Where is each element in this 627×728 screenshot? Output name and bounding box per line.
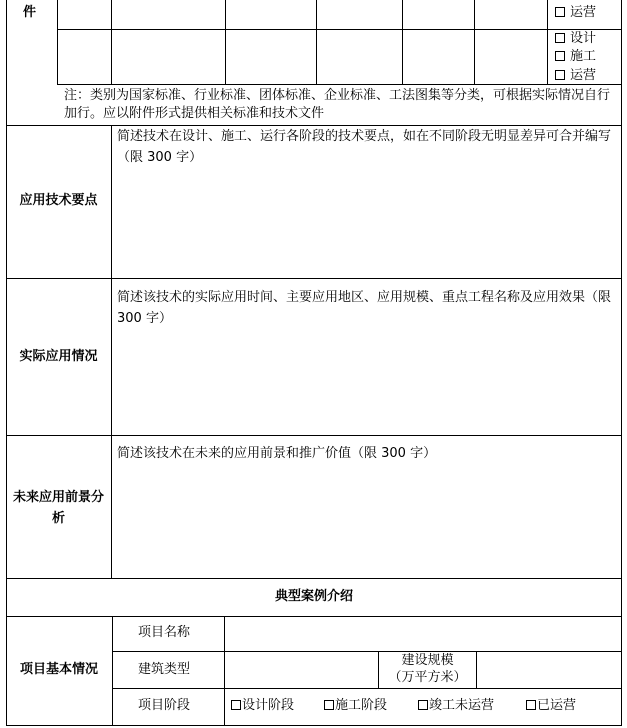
label-column-divider — [57, 0, 58, 84]
grid-col — [225, 0, 226, 84]
checkbox-icon[interactable] — [555, 70, 565, 80]
section-hint-future[interactable]: 简述该技术在未来的应用前景和推广价值（限 300 字） — [117, 446, 437, 461]
row-line — [112, 688, 622, 689]
building-scale-label: 建设规模 — [401, 653, 454, 668]
row-line — [6, 278, 622, 279]
row-line — [57, 84, 622, 85]
case-section-title: 典型案例介绍 — [274, 589, 353, 604]
checkbox-icon[interactable] — [526, 700, 536, 710]
project-stage-design[interactable]: 设计阶段 — [231, 697, 294, 715]
outer-border-right — [621, 0, 622, 726]
stage-option-construction[interactable]: 施工 — [555, 48, 596, 66]
checkbox-icon[interactable] — [418, 700, 428, 710]
project-info-label: 项目基本情况 — [19, 662, 98, 677]
grid-col — [402, 0, 403, 84]
grid-col — [474, 0, 475, 84]
stage-option-design[interactable]: 设计 — [555, 30, 596, 48]
row-line — [6, 616, 622, 617]
checkbox-icon[interactable] — [555, 33, 565, 43]
grid-col — [224, 616, 225, 726]
row-line — [57, 29, 622, 30]
standards-note: 注：类别为国家标准、行业标准、团体标准、企业标准、工法图集等分类，可根据实际情况自行加行。应以附件形式提供相关标准和技术文件 — [64, 88, 611, 121]
row-line — [6, 435, 622, 436]
grid-col — [476, 651, 477, 688]
stage-option-operation[interactable]: 运营 — [555, 4, 596, 22]
section-label-future: 未来应用前景分析 — [12, 490, 104, 526]
project-stage-construction[interactable]: 施工阶段 — [324, 697, 387, 715]
checkbox-icon[interactable] — [555, 51, 565, 61]
label-column-divider — [111, 125, 112, 578]
project-stage-operating[interactable]: 已运营 — [526, 697, 576, 715]
section-label-tech-points: 应用技术要点 — [19, 193, 98, 208]
label-column-divider — [112, 616, 113, 726]
building-scale-unit: （万平方米） — [388, 670, 467, 685]
checkbox-icon[interactable] — [231, 700, 241, 710]
section-label-application: 实际应用情况 — [19, 349, 98, 364]
project-name-label: 项目名称 — [138, 625, 191, 640]
building-type-field[interactable] — [226, 653, 376, 687]
building-type-label: 建筑类型 — [138, 662, 191, 677]
label-column-divider — [111, 0, 112, 84]
building-scale-field[interactable] — [478, 653, 620, 687]
checkbox-icon[interactable] — [555, 7, 565, 17]
checkbox-icon[interactable] — [324, 700, 334, 710]
section-hint-tech-points[interactable]: 简述技术在设计、施工、运行各阶段的技术要点，如在不同阶段无明显差异可合并编写（限 300 字） — [117, 129, 612, 165]
stage-option-operation[interactable]: 运营 — [555, 67, 596, 85]
row-line — [6, 578, 622, 579]
grid-col — [316, 0, 317, 84]
row-line — [112, 651, 622, 652]
header-fragment: 件 — [23, 5, 37, 20]
project-name-field[interactable] — [226, 618, 620, 650]
project-stage-completed[interactable]: 竣工未运营 — [418, 697, 494, 715]
project-stage-label: 项目阶段 — [138, 698, 191, 713]
row-line — [6, 725, 622, 726]
grid-col — [547, 0, 548, 84]
section-hint-application[interactable]: 简述该技术的实际应用时间、主要应用地区、应用规模、重点工程名称及应用效果（限 300 字） — [117, 290, 612, 326]
